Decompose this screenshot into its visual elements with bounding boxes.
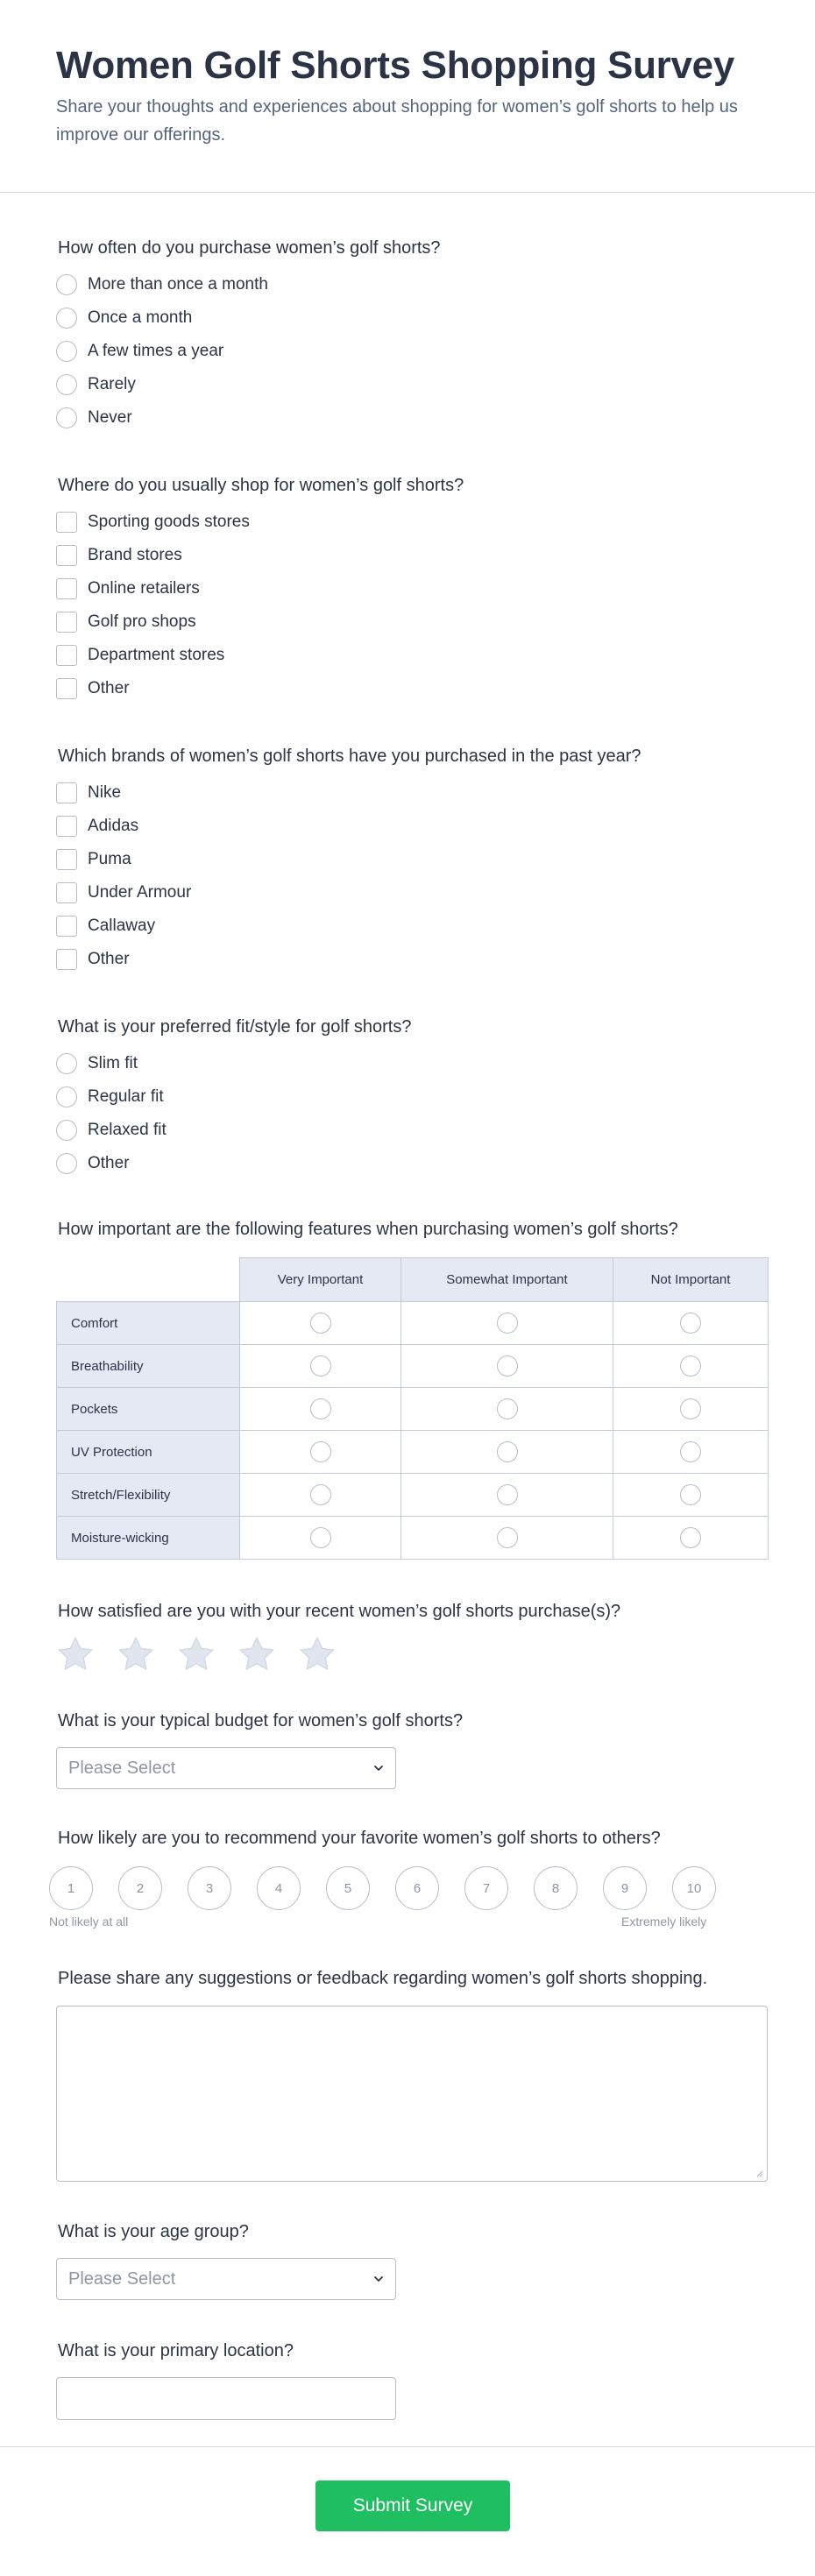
scale-option-4[interactable]: 4 bbox=[257, 1866, 301, 1910]
checkbox[interactable] bbox=[56, 578, 77, 599]
matrix-row-label: Comfort bbox=[57, 1302, 240, 1345]
checkbox[interactable] bbox=[56, 545, 77, 566]
radio-button[interactable] bbox=[56, 1086, 77, 1108]
scale-option-1[interactable]: 1 bbox=[49, 1866, 93, 1910]
option-label: Callaway bbox=[88, 916, 156, 935]
option-label: Puma bbox=[88, 850, 131, 868]
radio-button[interactable] bbox=[56, 1153, 77, 1174]
radio-button[interactable] bbox=[310, 1527, 331, 1548]
option-once-a-month[interactable] bbox=[56, 307, 192, 329]
question-purchase-frequency: How often do you purchase women’s golf shorts? bbox=[58, 238, 441, 258]
star-icon[interactable] bbox=[177, 1635, 216, 1674]
option-slim-fit[interactable] bbox=[56, 1052, 138, 1075]
matrix-row-moisture-wicking bbox=[57, 1517, 769, 1560]
option-puma[interactable] bbox=[56, 848, 131, 871]
option-label: Other bbox=[88, 1154, 130, 1172]
question-recommend-likelihood: How likely are you to recommend your favorite women’s golf shorts to others? bbox=[58, 1829, 661, 1848]
matrix-cell[interactable] bbox=[401, 1302, 613, 1345]
matrix-cell[interactable] bbox=[240, 1431, 401, 1474]
option-never[interactable] bbox=[56, 407, 132, 429]
question-budget: What is your typical budget for women’s golf shorts? bbox=[58, 1711, 464, 1730]
matrix-row-label: Breathability bbox=[57, 1345, 240, 1388]
option-callaway[interactable] bbox=[56, 915, 155, 938]
matrix-cell[interactable] bbox=[240, 1388, 401, 1431]
matrix-cell[interactable] bbox=[613, 1345, 769, 1388]
option-under-armour[interactable] bbox=[56, 881, 191, 904]
matrix-row-breathability bbox=[57, 1345, 769, 1388]
matrix-cell[interactable] bbox=[613, 1517, 769, 1560]
matrix-cell[interactable] bbox=[613, 1474, 769, 1517]
star-icon[interactable] bbox=[56, 1635, 95, 1674]
checkbox[interactable] bbox=[56, 949, 77, 970]
checkbox[interactable] bbox=[56, 916, 77, 937]
radio-button[interactable] bbox=[56, 1053, 77, 1074]
matrix-cell[interactable] bbox=[401, 1517, 613, 1560]
option-online-retailers[interactable] bbox=[56, 577, 200, 600]
scale-option-6[interactable]: 6 bbox=[395, 1866, 439, 1910]
matrix-row-label: UV Protection bbox=[57, 1431, 240, 1474]
option-nike[interactable] bbox=[56, 782, 121, 804]
radio-button[interactable] bbox=[56, 374, 77, 395]
checkbox[interactable] bbox=[56, 512, 77, 533]
matrix-row-uv-protection bbox=[57, 1431, 769, 1474]
option-regular-fit[interactable] bbox=[56, 1086, 164, 1108]
matrix-row-stretch bbox=[57, 1474, 769, 1517]
scale-option-5[interactable]: 5 bbox=[326, 1866, 370, 1910]
option-label: Never bbox=[88, 408, 132, 427]
question-primary-location: What is your primary location? bbox=[58, 2341, 294, 2360]
option-label: Department stores bbox=[88, 646, 225, 664]
option-more-than-once-a-month[interactable] bbox=[56, 273, 268, 296]
option-label: More than once a month bbox=[88, 275, 268, 294]
option-label: Once a month bbox=[88, 308, 193, 327]
star-rating bbox=[56, 1635, 358, 1674]
radio-button[interactable] bbox=[680, 1355, 701, 1376]
location-input[interactable] bbox=[56, 2377, 396, 2420]
radio-button[interactable] bbox=[497, 1484, 518, 1505]
checkbox[interactable] bbox=[56, 612, 77, 633]
matrix-row-label: Moisture-wicking bbox=[57, 1517, 240, 1560]
scale-option-8[interactable]: 8 bbox=[534, 1866, 578, 1910]
option-golf-pro-shops[interactable] bbox=[56, 611, 196, 633]
radio-button[interactable] bbox=[680, 1398, 701, 1419]
scale-option-9[interactable]: 9 bbox=[603, 1866, 647, 1910]
option-brand-stores[interactable] bbox=[56, 544, 182, 567]
matrix-row-comfort bbox=[57, 1302, 769, 1345]
option-label: Slim fit bbox=[88, 1054, 138, 1072]
option-adidas[interactable] bbox=[56, 815, 138, 838]
matrix-cell[interactable] bbox=[240, 1302, 401, 1345]
radio-button[interactable] bbox=[310, 1355, 331, 1376]
scale-low-label: Not likely at all bbox=[49, 1914, 129, 1928]
option-department-stores[interactable] bbox=[56, 644, 224, 667]
option-label: Golf pro shops bbox=[88, 612, 196, 631]
checkbox[interactable] bbox=[56, 882, 77, 903]
matrix-column-somewhat-important: Somewhat Important bbox=[401, 1258, 613, 1302]
radio-button[interactable] bbox=[680, 1441, 701, 1462]
form-title: Women Golf Shorts Shopping Survey bbox=[56, 44, 735, 87]
option-label: Nike bbox=[88, 783, 122, 802]
select-placeholder: Please Select bbox=[68, 2268, 176, 2289]
matrix-row-pockets bbox=[57, 1388, 769, 1431]
radio-button[interactable] bbox=[497, 1313, 518, 1334]
matrix-cell[interactable] bbox=[240, 1517, 401, 1560]
scale-option-3[interactable]: 3 bbox=[188, 1866, 231, 1910]
checkbox[interactable] bbox=[56, 816, 77, 837]
option-label: Under Armour bbox=[88, 883, 192, 902]
checkbox[interactable] bbox=[56, 849, 77, 870]
form-subtitle: Share your thoughts and experiences about shopping for women’s golf shorts to help us improve our offerings. bbox=[56, 97, 738, 145]
radio-button[interactable] bbox=[497, 1355, 518, 1376]
scale-high-label: Extremely likely bbox=[621, 1914, 707, 1928]
question-feedback: Please share any suggestions or feedback regarding women’s golf shorts shopping. bbox=[58, 1969, 708, 1988]
matrix-cell[interactable] bbox=[401, 1431, 613, 1474]
matrix-row-label: Pockets bbox=[57, 1388, 240, 1431]
option-label: Rarely bbox=[88, 375, 136, 393]
budget-select[interactable] bbox=[56, 1747, 396, 1789]
scale-option-2[interactable]: 2 bbox=[118, 1866, 162, 1910]
radio-button[interactable] bbox=[310, 1313, 331, 1334]
radio-button[interactable] bbox=[497, 1441, 518, 1462]
radio-button[interactable] bbox=[310, 1441, 331, 1462]
matrix-cell[interactable] bbox=[240, 1345, 401, 1388]
option-label: Sporting goods stores bbox=[88, 513, 250, 531]
radio-button[interactable] bbox=[56, 407, 77, 428]
matrix-column-very-important: Very Important bbox=[240, 1258, 401, 1302]
radio-button[interactable] bbox=[56, 341, 77, 362]
option-label: Relaxed fit bbox=[88, 1121, 167, 1139]
age-group-select[interactable] bbox=[56, 2258, 396, 2300]
matrix-cell[interactable] bbox=[613, 1302, 769, 1345]
select-placeholder: Please Select bbox=[68, 1758, 176, 1778]
scale-option-10[interactable]: 10 bbox=[672, 1866, 716, 1910]
form-header bbox=[0, 0, 815, 193]
resize-handle-icon[interactable] bbox=[755, 2169, 763, 2177]
question-brands-purchased: Which brands of women’s golf shorts have you purchased in the past year? bbox=[58, 747, 641, 766]
option-label: Online retailers bbox=[88, 579, 200, 598]
question-preferred-fit: What is your preferred fit/style for golf shorts? bbox=[58, 1017, 412, 1037]
radio-button[interactable] bbox=[497, 1398, 518, 1419]
radio-button[interactable] bbox=[310, 1484, 331, 1505]
option-rarely[interactable] bbox=[56, 373, 136, 396]
form-footer bbox=[0, 2446, 815, 2576]
star-icon[interactable] bbox=[298, 1635, 337, 1674]
matrix-cell[interactable] bbox=[613, 1431, 769, 1474]
radio-button[interactable] bbox=[56, 274, 77, 295]
radio-button[interactable] bbox=[680, 1313, 701, 1334]
matrix-cell[interactable] bbox=[401, 1388, 613, 1431]
feedback-textarea[interactable] bbox=[56, 2006, 768, 2182]
matrix-cell[interactable] bbox=[613, 1388, 769, 1431]
option-label: Regular fit bbox=[88, 1087, 164, 1106]
checkbox[interactable] bbox=[56, 645, 77, 666]
option-other-shop[interactable] bbox=[56, 677, 130, 700]
option-label: A few times a year bbox=[88, 342, 224, 360]
matrix-cell[interactable] bbox=[401, 1345, 613, 1388]
importance-matrix bbox=[56, 1257, 769, 1560]
radio-button[interactable] bbox=[497, 1527, 518, 1548]
matrix-cell[interactable] bbox=[401, 1474, 613, 1517]
radio-button[interactable] bbox=[56, 1120, 77, 1141]
radio-button[interactable] bbox=[310, 1398, 331, 1419]
question-shop-location: Where do you usually shop for women’s golf shorts? bbox=[58, 476, 464, 495]
recommend-scale bbox=[49, 1866, 716, 1910]
option-label: Other bbox=[88, 950, 130, 968]
checkbox[interactable] bbox=[56, 678, 77, 699]
option-other-brand[interactable] bbox=[56, 948, 130, 971]
matrix-column-not-important: Not Important bbox=[613, 1258, 769, 1302]
matrix-header-row bbox=[57, 1258, 769, 1302]
question-satisfaction: How satisfied are you with your recent women’s golf shorts purchase(s)? bbox=[58, 1602, 621, 1621]
option-label: Adidas bbox=[88, 817, 139, 835]
checkbox[interactable] bbox=[56, 782, 77, 803]
radio-button[interactable] bbox=[680, 1484, 701, 1505]
question-age-group: What is your age group? bbox=[58, 2222, 249, 2241]
option-label: Other bbox=[88, 679, 130, 697]
radio-button[interactable] bbox=[680, 1527, 701, 1548]
radio-button[interactable] bbox=[56, 308, 77, 329]
option-other-fit[interactable] bbox=[56, 1152, 130, 1175]
star-icon[interactable] bbox=[117, 1635, 155, 1674]
option-label: Brand stores bbox=[88, 546, 182, 564]
star-icon[interactable] bbox=[237, 1635, 276, 1674]
submit-button[interactable]: Submit Survey bbox=[315, 2480, 510, 2531]
option-sporting-goods-stores[interactable] bbox=[56, 511, 250, 534]
matrix-corner bbox=[57, 1258, 240, 1302]
matrix-row-label: Stretch/Flexibility bbox=[57, 1474, 240, 1517]
scale-option-7[interactable]: 7 bbox=[464, 1866, 508, 1910]
question-feature-importance: How important are the following features when purchasing women’s golf shorts? bbox=[58, 1220, 678, 1239]
option-relaxed-fit[interactable] bbox=[56, 1119, 167, 1142]
chevron-down-icon bbox=[372, 2273, 385, 2285]
matrix-cell[interactable] bbox=[240, 1474, 401, 1517]
chevron-down-icon bbox=[372, 1762, 385, 1774]
option-few-times-a-year[interactable] bbox=[56, 340, 223, 363]
